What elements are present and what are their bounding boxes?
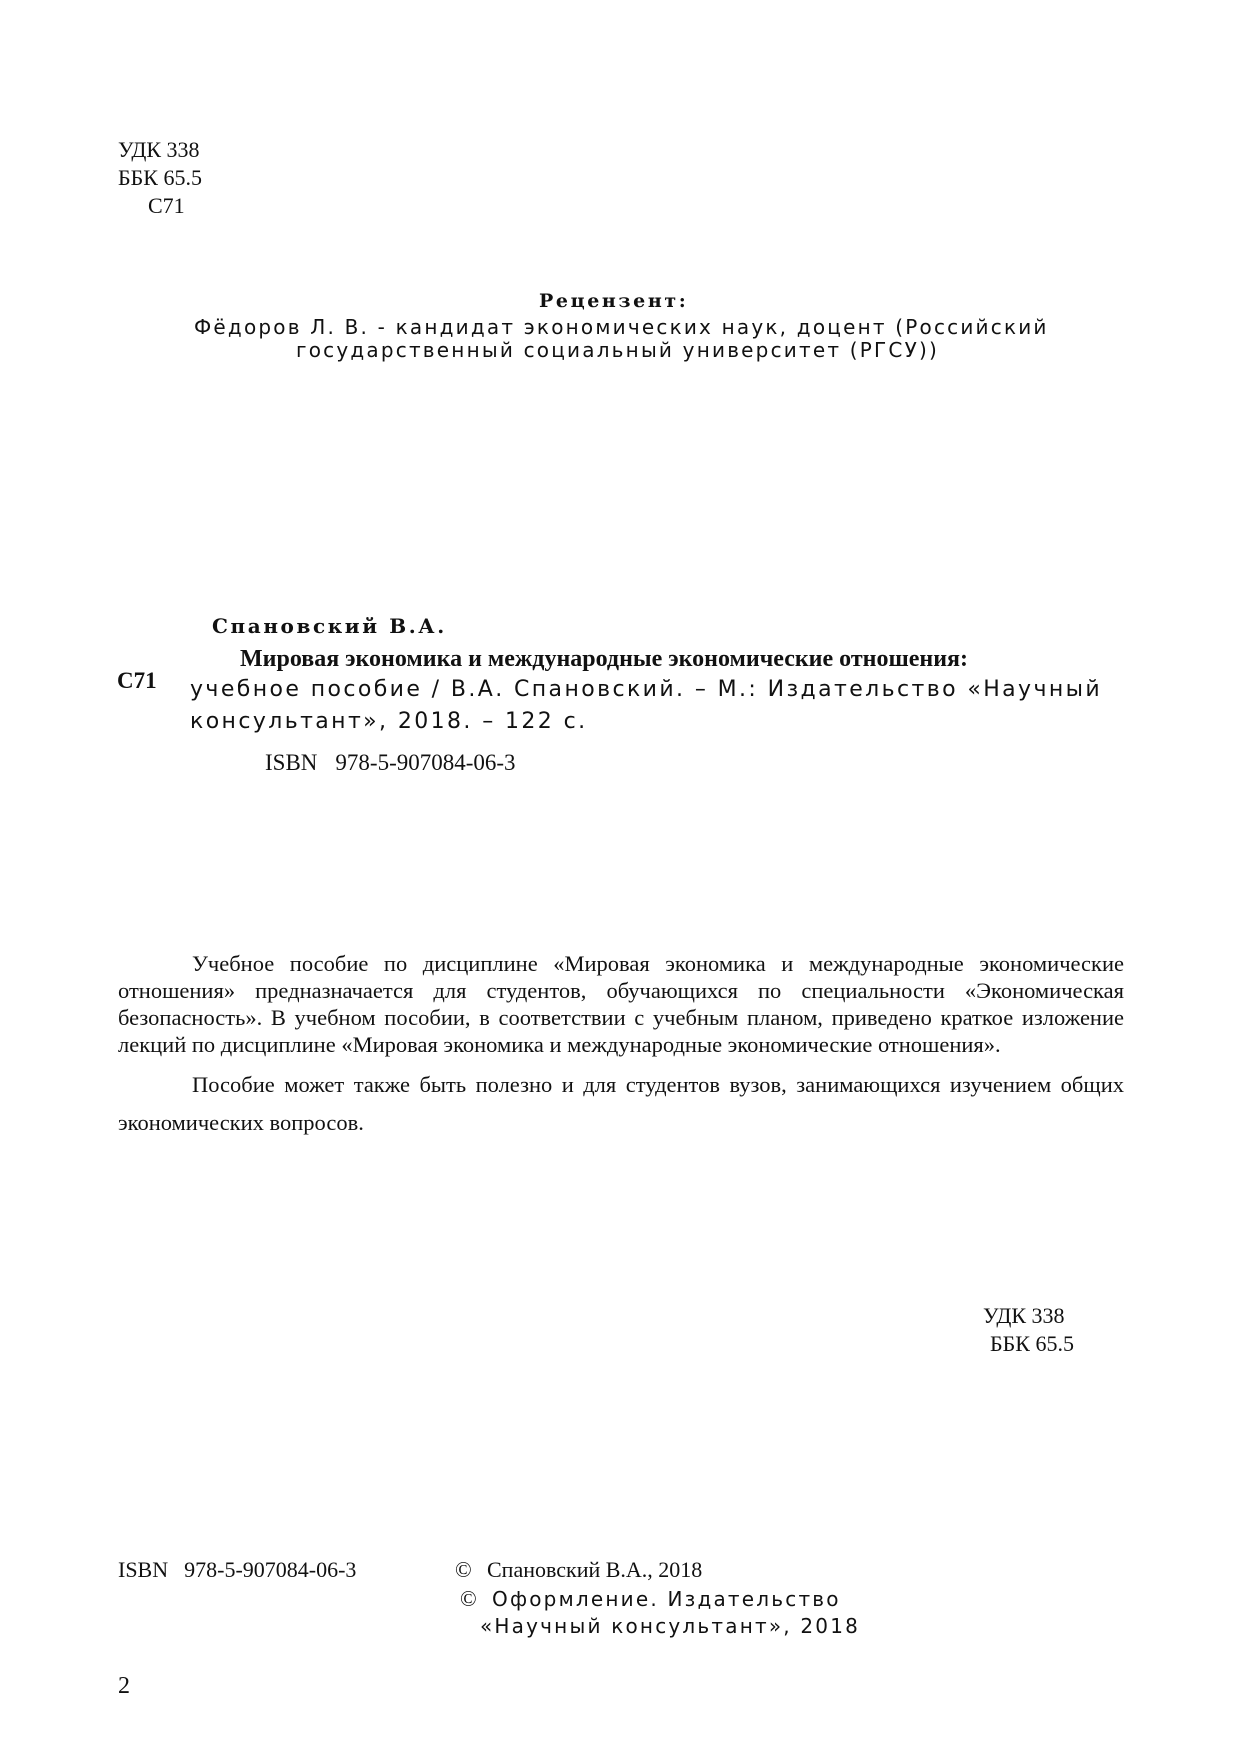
isbn-footer (118, 1557, 356, 1583)
isbn-number: 978-5-907084-06-3 (335, 750, 516, 775)
copyright-symbol: © (455, 1557, 472, 1582)
book-description-line-1: учебное пособие / В.А. Спановский. – М.: Издательство «Научный (190, 677, 1103, 702)
udk-code-top: УДК 338 (118, 137, 200, 162)
reviewer-heading: Рецензент: (539, 290, 689, 312)
bbk-code-top: ББК 65.5 (118, 165, 202, 190)
copyright-author-text: Спановский В.А., 2018 (487, 1557, 703, 1582)
isbn-label: ISBN (265, 750, 318, 775)
call-mark-catalog: С71 (117, 668, 157, 693)
copyright-symbol: © (460, 1586, 479, 1611)
book-author: Спановский В.А. (212, 614, 447, 638)
annotation (118, 950, 1124, 1142)
call-mark-top: С71 (148, 193, 185, 218)
annotation-paragraph-1: Учебное пособие по дисциплине «Мировая экономика и международные экономические отношения» предназначается для студентов, обучающихся по специальности «Экономическая безопасность». В учебном пособии, в соответствии с учебным планом, приведено краткое изложение лекций по дисциплине «Мировая экономика и международные экономические отношения». (118, 951, 1124, 1057)
copyright-design-text: Оформление. Издательство (492, 1587, 841, 1611)
page-number: 2 (118, 1673, 130, 1699)
bbk-code-bottom: ББК 65.5 (990, 1331, 1074, 1356)
book-description-line-2: консультант», 2018. – 122 с. (190, 709, 588, 734)
isbn-footer-label: ISBN (118, 1557, 169, 1582)
reviewer-line-2: государственный социальный университет (РГСУ)) (296, 338, 939, 362)
copyright-design-line-1 (460, 1586, 841, 1612)
udk-code-bottom: УДК 338 (983, 1303, 1065, 1328)
book-title: Мировая экономика и международные экономические отношения: (240, 646, 969, 672)
isbn-footer-number: 978-5-907084-06-3 (184, 1557, 357, 1582)
reviewer-line-1: Фёдоров Л. В. - кандидат экономических наук, доцент (Российский (194, 315, 1049, 339)
annotation-paragraph-2: Пособие может также быть полезно и для студентов вузов, занимающихся изучением общих экономических вопросов. (118, 1072, 1124, 1135)
copyright-design-line-2: «Научный консультант», 2018 (480, 1614, 861, 1638)
isbn-catalog (265, 750, 516, 776)
copyright-author (455, 1557, 702, 1583)
